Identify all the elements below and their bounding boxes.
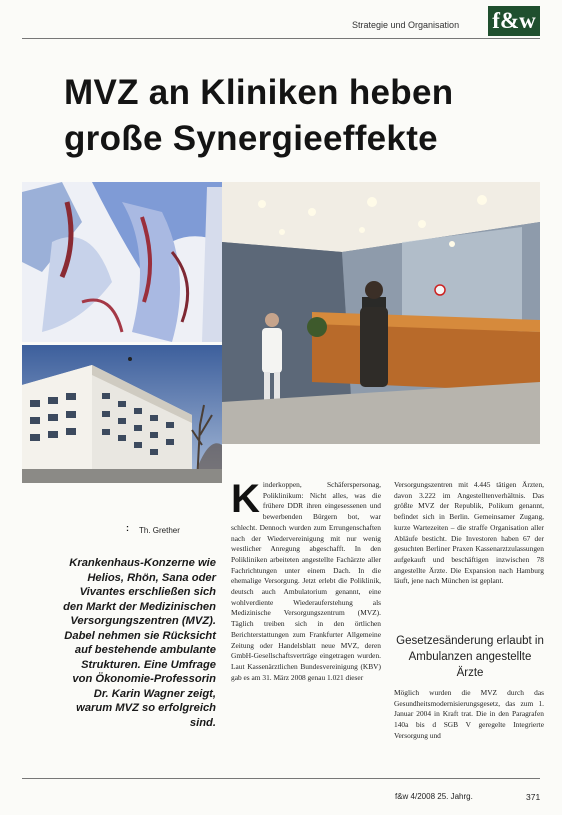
- header-rule: [22, 38, 540, 39]
- byline-marker: :: [126, 523, 129, 533]
- art-photo: [22, 182, 222, 342]
- section-subheading: Gesetzesänderung erlaubt in Ambulanzen angestellte Ärzte: [396, 635, 544, 679]
- building-photo: [22, 345, 222, 483]
- byline-author: Th. Grether: [139, 526, 180, 535]
- body-column-2: Versorgungszentren mit 4.445 tätigen Ärzten, davon 3.222 im Angestelltenverhältnis. Das größte MVZ der Republik, Polikum genannt, befindet sich in Berlin. Gemeinsamer Zugang, kurze Wartezeiten – die straffe Organisation aller Abläufe besticht. Die Investoren haben 67 der gesuchten Berliner Praxen Kassenarztzulassungen aufgekauft und beschäftigen inzwischen 78 angestellte Ärzte. Die Expansion nach Hamburg läuft, jene nach München ist geplant.: [394, 480, 544, 586]
- body-column-1: [231, 477, 381, 683]
- section-label: Strategie und Organisation: [352, 20, 460, 30]
- drop-cap: K: [231, 477, 260, 521]
- footer-rule: [22, 778, 540, 779]
- magazine-logo: f&w: [488, 6, 540, 36]
- article-teaser: Krankenhaus-Konzerne wie Helios, Rhön, Sana oder Vivantes erschließen sich den Markt der Medizinischen Versorgungszentren (MVZ). Dabel nehmen sie Rücksicht auf bestehende ambulante Strukturen. Eine Umfrage von Ökonomie-Professorin Dr. Karin Wagner zeigt, warum MVZ so erfolgreich sind.: [63, 557, 216, 729]
- article-headline: [64, 70, 524, 162]
- body-column-1-text: inderkoppen, Schäferspersonag, Poliklinikum: Nicht alles, was die frühere DDR ihren eingesessenen und bewerbenden Bürgern bot, war schlecht. Dennoch wurden zum Errungenschaften nach der Wiedervereinigung mit nur wenig westlicher Anregung abgeschafft. In den Polikliniken arbeiteten angestellte Fachärzte aller Fachrichtungen unter einem Dach. In die ehemalige Versorgung. Jetzt erlebt die Poliklinik, deutsch auch Ambulatorium genannt, eine wohlverdiente Wiederauferstehung als Medizinische Versorgungszentrum (MVZ). Täglich treiben sich in den örtlichen Berichterstattungen zum Frankfurter Allgemeine Zeitung oder Handelsblatt neue MVZ, deren GmbH-Gesellschaftsverträge eingetragen wurden. Laut Kassenärztlichen Bundesvereinigung (KBV) gab es am 31. März 2008 genau 1.021 dieser: [231, 480, 381, 682]
- reception-photo: [222, 182, 540, 444]
- page-number: 371: [526, 792, 541, 802]
- headline-line-1: MVZ an Kliniken heben: [64, 73, 454, 112]
- headline-line-2: große Synergieeffekte: [64, 119, 438, 158]
- body-column-2-continued: Möglich wurden die MVZ durch das Gesundheitsmodernisierungsgesetz, das zum 1. Januar 2004 in Kraft trat. Die in den Paragrafen 140a bis d SGB V geregelte Integrierte Versorgung und: [394, 688, 544, 740]
- issue-info: f&w 4/2008 25. Jahrg.: [395, 792, 473, 801]
